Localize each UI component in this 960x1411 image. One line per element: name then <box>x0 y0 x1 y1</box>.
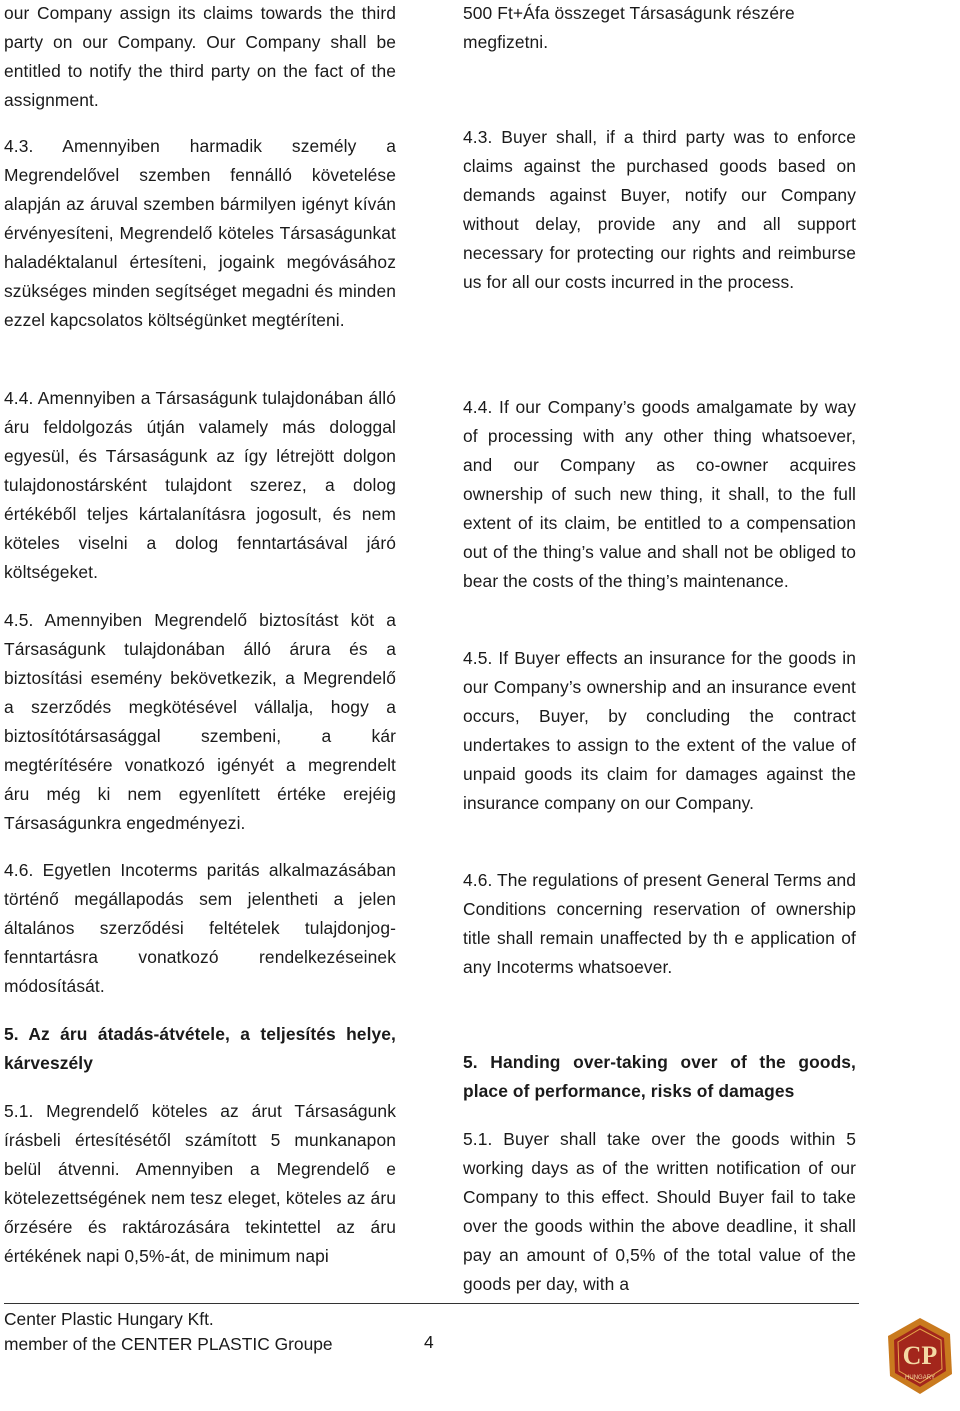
en-paragraph-4-4: 4.4. If our Company’s goods amalgamate by way of processing with any other thing whatsoever, and our Company as co-owner acquires ownership of such new thing, it shall, to the full extent of its claim, be entitled to a compensation out of the thing’s value and shall not be obliged to bear the costs of the thing’s maintenance. <box>463 397 856 591</box>
page-number: 4 <box>424 1332 434 1352</box>
footer-company-name: Center Plastic Hungary Kft. <box>4 1309 214 1329</box>
footer-group-membership: member of the CENTER PLASTIC Groupe <box>4 1334 333 1354</box>
footer-divider <box>4 1303 859 1304</box>
hu-paragraph-5-1: 5.1. Megrendelő köteles az árut Társaságunk írásbeli értesítésétől számított 5 munkanapon belül átvenni. Amennyiben a Megrendelő e kötelezettségének nem tesz eleget, köteles az áru őrzésére és raktározására tekintettel az áru értékének napi 0,5%-át, de minimum napi <box>4 1101 396 1266</box>
en-paragraph-4-6: 4.6. The regulations of present General Terms and Conditions concerning reservation of ownership title shall remain unaffected by th e application of any Incoterms whatsoever. <box>463 870 856 977</box>
logo-initials: CP <box>902 1341 938 1370</box>
hu-paragraph-4-6: 4.6. Egyetlen Incoterms paritás alkalmazásában történő megállapodás sem jelentheti a jelen általános szerződési feltételek tulajdonjog-fenntartásra vonatkozó rendelkezéseinek módosítását. <box>4 860 396 996</box>
hu-paragraph-4-4: 4.4. Amennyiben a Társaságunk tulajdonában álló áru feldolgozás útján valamely más dologgal egyesül, és Társaságunk az így létrejött dolgon tulajdonostársként tulajdont szerez, a dolog értékéből teljes kártalanításra jogosult, és nem köteles viselni a dolog fenntartásával járó költségeket. <box>4 388 396 582</box>
hu-paragraph-4-3: 4.3. Amennyiben harmadik személy a Megrendelővel szemben fennálló követelése alapján az áruval szemben bármilyen igényt kíván érvényesíteni, Megrendelő köteles Társaságunkat haladéktalanul értesíteni, jogaink megóvásához szükséges minden segítséget megadni és minden ezzel kapcsolatos költségünket megtéríteni. <box>4 136 396 330</box>
en-paragraph-4-5: 4.5. If Buyer effects an insurance for the goods in our Company’s ownership and an insurance event occurs, Buyer, by concluding the contract undertakes to assign to the extent of the value of unpaid goods its claim for damages against the insurance company on our Company. <box>463 648 856 813</box>
en-paragraph-5-1: 5.1. Buyer shall take over the goods within 5 working days as of the written notification of our Company to this effect. Should Buyer fail to take over the goods within the above deadline, it shall pay an amount of 0,5% of the total value of the goods per day, with a <box>463 1129 856 1294</box>
en-paragraph-continued: 500 Ft+Áfa összeget Társaságunk részére megfizetni. <box>463 3 795 52</box>
hu-section-5-heading: 5. Az áru átadás-átvétele, a teljesítés helye, kárveszély <box>4 1024 396 1073</box>
hu-paragraph-continued: our Company assign its claims towards the third party on our Company. Our Company shall be entitled to notify the third party on the fact of the assignment. <box>4 3 396 110</box>
en-section-5-heading: 5. Handing over-taking over of the goods, place of performance, risks of damages <box>463 1052 856 1101</box>
en-paragraph-4-3: 4.3. Buyer shall, if a third party was to enforce claims against the purchased goods based on demands against Buyer, notify our Company without delay, provide any and all support necessary for protecting our rights and reimburse us for all our costs incurred in the process. <box>463 127 856 292</box>
center-plastic-logo <box>884 1316 956 1396</box>
hu-paragraph-4-5: 4.5. Amennyiben Megrendelő biztosítást köt a Társaságunk tulajdonában álló árura és a biztosítási esemény bekövetkezik, a Megrendelő a szerződés megkötésével vállalja, hogy a biztosítótársasággal szembeni, a kár megtérítésére vonatkozó igényét a megrendelt áru még ki nem egyenlített értéke erejéig Társaságunkra engedményezi. <box>4 610 396 833</box>
logo-caption: HUNGARY <box>905 1375 935 1381</box>
